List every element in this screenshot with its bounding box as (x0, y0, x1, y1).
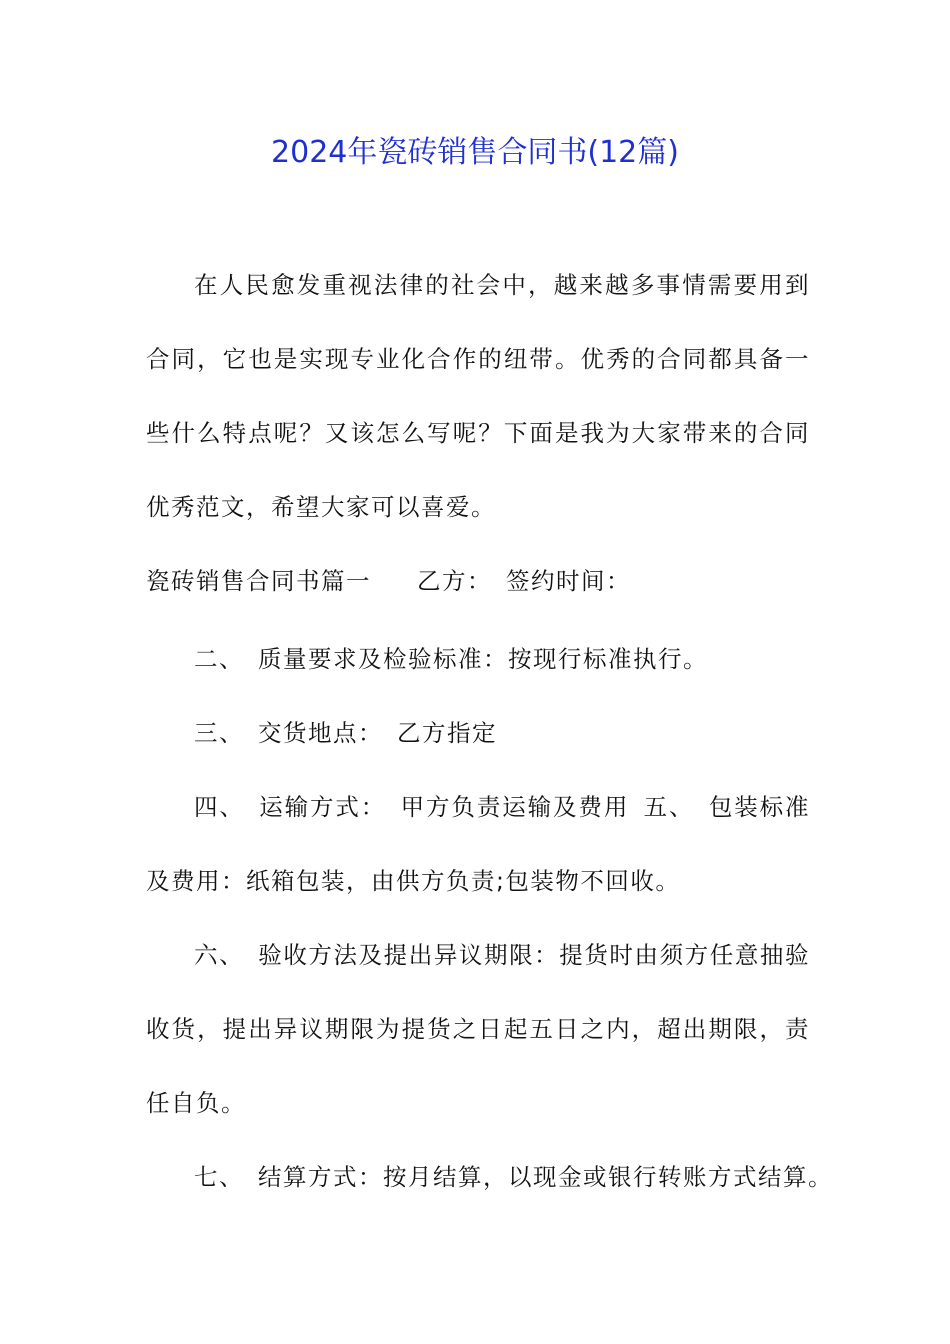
clause-text: 质量要求及检验标准：按现行标准执行。 (258, 645, 708, 673)
clause-2 (194, 622, 708, 696)
clause-number: 四、 (194, 793, 245, 821)
clause-3 (194, 696, 497, 770)
clause-label: 运输方式： (258, 793, 387, 821)
clause-text: 乙方指定 (397, 719, 497, 747)
intro-block (146, 248, 810, 544)
clause-number: 三、 (194, 719, 244, 747)
party-b-label: 乙方： (417, 567, 492, 595)
clause-number-5: 五、 (643, 793, 695, 821)
intro-paragraph: 在人民愈发重视法律的社会中，越来越多事情需要用到合同，它也是实现专业化合作的纽带。优秀的合同都具备一些什么特点呢？又该怎么写呢？下面是我为大家带来的合同优秀范文，希望大家可以喜爱。 (146, 271, 810, 521)
clause-paragraph (146, 770, 810, 918)
clause-label: 交货地点： (258, 719, 383, 747)
document-title: 2024年瓷砖销售合同书(12篇) (271, 135, 679, 170)
clause-paragraph (146, 918, 810, 1140)
clause-text: 结算方式：按月结算，以现金或银行转账方式结算。 (258, 1163, 833, 1191)
clause-7 (194, 1140, 833, 1214)
clause-number: 七、 (194, 1163, 244, 1191)
clause-4-5 (146, 770, 810, 918)
clause-number: 六、 (194, 941, 245, 969)
sign-time-label: 签约时间： (506, 567, 631, 595)
clause-text: 验收方法及提出异议期限：提货时由须方任意抽验收货，提出异议期限为提货之日起五日之内，超出期限，责任自负。 (146, 941, 811, 1117)
clause-6 (146, 918, 810, 1140)
clause-text: 甲方负责运输及费用 (400, 793, 630, 821)
clause-number: 二、 (194, 645, 244, 673)
section-heading (146, 544, 631, 618)
clause-text-5: 包装标准及费用：纸箱包装，由供方负责;包装物不回收。 (146, 793, 811, 895)
section-name: 瓷砖销售合同书篇一 (146, 567, 371, 595)
